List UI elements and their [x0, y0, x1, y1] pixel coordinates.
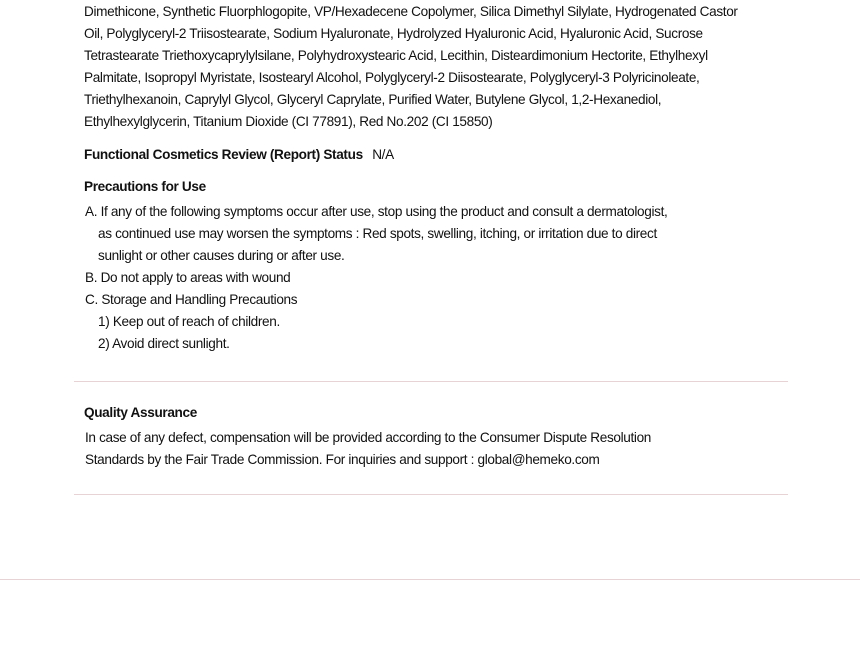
ingredients-line: Tetrastearate Triethoxycaprylylsilane, Polyhydroxystearic Acid, Lecithin, Disteardimonium Hectorite, Ethylhexyl — [84, 48, 708, 63]
functional-status-value: N/A — [372, 147, 394, 162]
section-divider — [74, 494, 788, 495]
ingredients-line: Ethylhexylglycerin, Titanium Dioxide (CI 77891), Red No.202 (CI 15850) — [84, 114, 493, 129]
quality-assurance-heading: Quality Assurance — [84, 405, 197, 420]
section-divider — [74, 381, 788, 382]
precautions-section — [84, 176, 784, 355]
precaution-item-a: A. If any of the following symptoms occur after use, stop using the product and consult a dermatologist, — [85, 204, 668, 219]
precaution-item-a-continued: sunlight or other causes during or after use. — [98, 248, 345, 263]
ingredients-line: Dimethicone, Synthetic Fluorphlogopite, VP/Hexadecene Copolymer, Silica Dimethyl Silylate, Hydrogenated Castor — [84, 4, 738, 19]
functional-status-label: Functional Cosmetics Review (Report) Status — [84, 147, 363, 162]
precaution-item-c: C. Storage and Handling Precautions — [85, 292, 298, 307]
precaution-subitem-2: 2) Avoid direct sunlight. — [98, 336, 230, 351]
page-divider — [0, 579, 860, 580]
quality-assurance-line: In case of any defect, compensation will be provided according to the Consumer Dispute Resolution — [85, 430, 652, 445]
ingredients-line: Oil, Polyglyceryl-2 Triisostearate, Sodium Hyaluronate, Hydrolyzed Hyaluronic Acid, Hyaluronic Acid, Sucrose — [84, 26, 703, 41]
precaution-item-a-continued: as continued use may worsen the symptoms : Red spots, swelling, itching, or irritation due to direct — [98, 226, 657, 241]
precautions-list — [84, 201, 784, 355]
precaution-subitem-1: 1) Keep out of reach of children. — [98, 314, 280, 329]
precaution-item-b: B. Do not apply to areas with wound — [85, 270, 291, 285]
ingredients-list — [84, 1, 784, 133]
functional-cosmetics-status — [84, 144, 394, 166]
quality-assurance-line: Standards by the Fair Trade Commission. For inquiries and support : global@hemeko.com — [85, 452, 600, 467]
precautions-heading: Precautions for Use — [84, 179, 206, 194]
ingredients-line: Palmitate, Isopropyl Myristate, Isostearyl Alcohol, Polyglyceryl-2 Diisostearate, Polyglyceryl-3 Polyricinoleate, — [84, 70, 700, 85]
quality-assurance-section — [84, 402, 784, 471]
ingredients-line: Triethylhexanoin, Caprylyl Glycol, Glyceryl Caprylate, Purified Water, Butylene Glycol, 1,2-Hexanediol, — [84, 92, 662, 107]
quality-assurance-text — [84, 427, 784, 471]
